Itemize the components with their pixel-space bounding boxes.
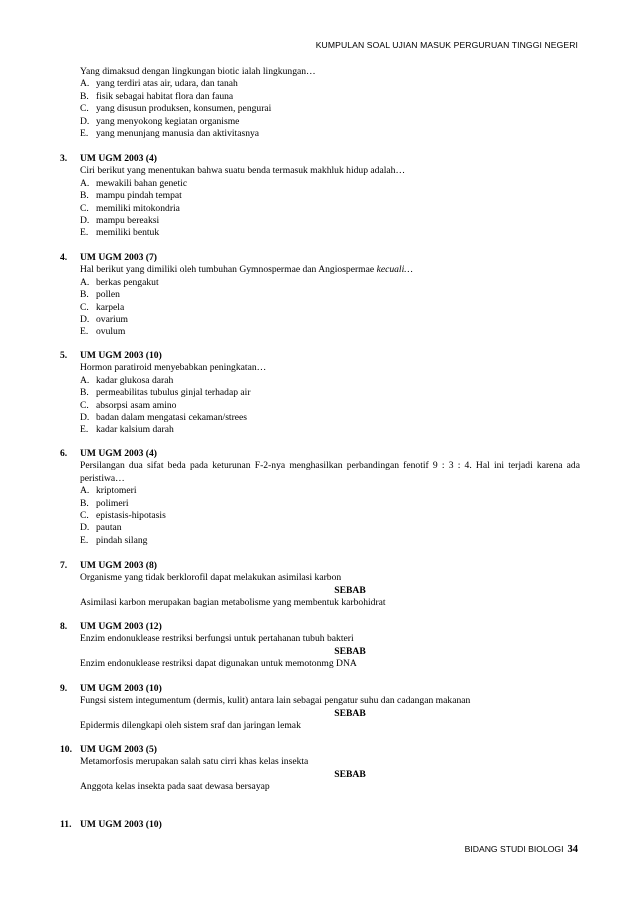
- reason: Asimilasi karbon merupakan bagian metabolisme yang membentuk karbohidrat: [80, 597, 386, 609]
- question-number: 9.: [60, 683, 68, 694]
- option-e: E. kadar kalsium darah: [80, 424, 174, 436]
- statement: Organisme yang tidak berklorofil dapat melakukan asimilasi karbon: [80, 572, 342, 584]
- option-a: A. berkas pengakut: [80, 276, 159, 288]
- question-3: [60, 153, 580, 240]
- option-d: D. yang menyokong kegiatan organisme: [80, 115, 240, 127]
- question-6: [60, 448, 580, 547]
- question-7: [60, 560, 580, 610]
- stem-emphasis: kecuali…: [376, 264, 413, 276]
- question-number: 6.: [60, 448, 68, 459]
- option-a: A. kadar glukosa darah: [80, 374, 174, 386]
- question-5: [60, 350, 580, 437]
- reason: Epidermis dilengkapi oleh sistem sraf dan jaringan lemak: [80, 720, 301, 732]
- option-c: C. epistasis-hipotasis: [80, 510, 166, 522]
- question-stem: Hal berikut yang dimiliki oleh tumbuhan Gymnospermae dan Angiospermae kecuali…: [80, 264, 413, 276]
- page-number: 34: [567, 844, 578, 855]
- question-9: [60, 683, 580, 733]
- question-number: 5.: [60, 350, 68, 361]
- option-d: D. ovarium: [80, 314, 128, 326]
- question-title: UM UGM 2003 (7): [80, 252, 157, 263]
- page-header: KUMPULAN SOAL UJIAN MASUK PERGURUAN TINGGI NEGERI: [315, 40, 578, 50]
- question-title: UM UGM 2003 (8): [80, 560, 157, 571]
- option-e: E. memiliki bentuk: [80, 227, 160, 239]
- option-b: B. polimeri: [80, 497, 129, 509]
- question-number: 8.: [60, 621, 68, 632]
- question-number: 10.: [60, 744, 72, 755]
- question-11: [60, 819, 580, 831]
- question-title: UM UGM 2003 (4): [80, 448, 157, 459]
- option-c: C. yang disusun produksen, konsumen, pengurai: [80, 103, 272, 115]
- option-b: B. mampu pindah tempat: [80, 190, 182, 202]
- option-d: D. badan dalam mengatasi cekaman/strees: [80, 412, 248, 424]
- option-e: E. yang menunjang manusia dan aktivitasnya: [80, 128, 260, 140]
- option-d: D. mampu bereaksi: [80, 215, 160, 227]
- question-stem: Hormon paratiroid menyebabkan peningkatan…: [80, 362, 267, 374]
- question-title: UM UGM 2003 (10): [80, 350, 162, 361]
- option-a: A. mewakili bahan genetic: [80, 177, 188, 189]
- question-title: UM UGM 2003 (12): [80, 621, 162, 632]
- question-title: UM UGM 2003 (10): [80, 819, 162, 830]
- question-stem: Ciri berikut yang menentukan bahwa suatu benda termasuk makhluk hidup adalah…: [80, 165, 406, 177]
- sebab-label: SEBAB: [334, 584, 366, 596]
- question-title: UM UGM 2003 (10): [80, 683, 162, 694]
- sebab-label: SEBAB: [334, 768, 366, 780]
- question-8: [60, 621, 580, 671]
- question-4: [60, 252, 580, 339]
- question-2-continuation: [80, 66, 580, 140]
- option-b: B. permeabilitas tubulus ginjal terhadap air: [80, 387, 251, 399]
- question-number: 4.: [60, 252, 68, 263]
- question-number: 11.: [60, 819, 72, 830]
- question-10: [60, 744, 580, 794]
- option-b: B. pollen: [80, 289, 120, 301]
- sebab-label: SEBAB: [334, 645, 366, 657]
- option-b: B. fisik sebagai habitat flora dan fauna: [80, 90, 234, 102]
- option-a: A. kriptomeri: [80, 485, 137, 497]
- reason: Anggota kelas insekta pada saat dewasa bersayap: [80, 781, 270, 793]
- sebab-label: SEBAB: [334, 707, 366, 719]
- statement: Fungsi sistem integumentum (dermis, kulit) antara lain sebagai pengatur suhu dan cadangan makanan: [80, 695, 471, 707]
- statement: Metamorfosis merupakan salah satu cirri khas kelas insekta: [80, 756, 309, 768]
- option-d: D. pautan: [80, 522, 122, 534]
- option-e: E. ovulum: [80, 326, 126, 338]
- question-title: UM UGM 2003 (4): [80, 153, 157, 164]
- option-a: A. yang terdiri atas air, udara, dan tanah: [80, 78, 238, 90]
- question-stem: Yang dimaksud dengan lingkungan biotic ialah lingkungan…: [80, 66, 316, 77]
- footer-label: BIDANG STUDI BIOLOGI: [464, 844, 564, 854]
- question-title: UM UGM 2003 (5): [80, 744, 157, 755]
- option-c: C. absorpsi asam amino: [80, 399, 177, 411]
- option-e: E. pindah silang: [80, 534, 148, 546]
- page-footer: [465, 843, 578, 856]
- question-stem: Persilangan dua sifat beda pada keturunan F-2-nya menghasilkan perbandingan fenotif 9 : 3 : 4. Hal ini terjadi karena ada peristiwa…: [80, 460, 580, 484]
- option-c: C. karpela: [80, 301, 125, 313]
- option-c: C. memiliki mitokondria: [80, 202, 180, 214]
- statement: Enzim endonuklease restriksi berfungsi untuk pertahanan tubuh bakteri: [80, 633, 354, 645]
- reason: Enzim endonuklease restriksi dapat digunakan untuk memotonmg DNA: [80, 658, 357, 670]
- question-number: 7.: [60, 560, 68, 571]
- question-number: 3.: [60, 153, 68, 164]
